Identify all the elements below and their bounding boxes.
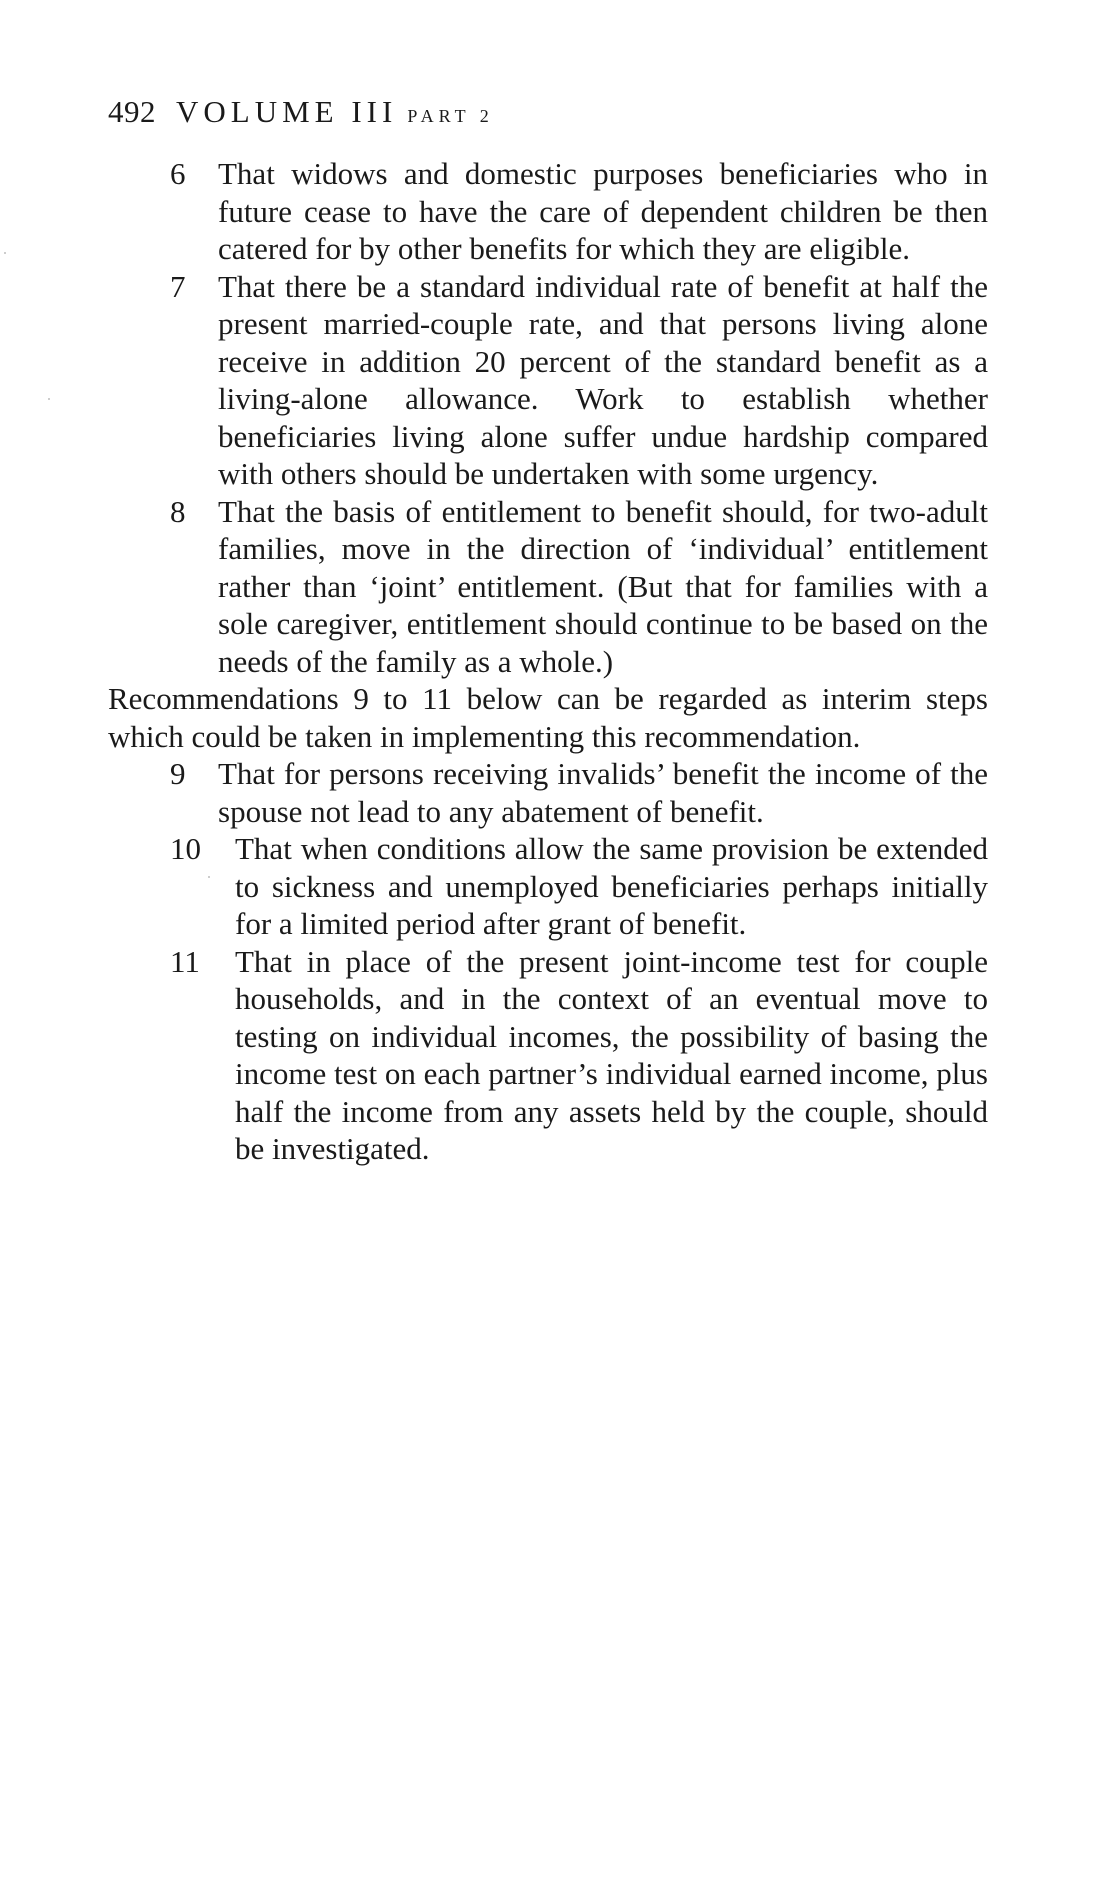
recommendation-number: 10 [170,831,201,866]
page-number: 492 [108,94,156,129]
recommendation-text: That for persons receiving invalids’ benefit the income of the spouse not lead to any abatement of benefit. [218,756,988,829]
volume-label: VOLUME III [176,94,398,129]
recommendation-text: That in place of the present joint-income test for couple households, and in the context of an eventual move to testing on individual incomes, the possibility of basing the income test on each partner’s individual earned income, plus half the income from any assets held by the couple, should be investigated. [235,943,988,1166]
recommendation-item [108,830,988,943]
recommendation-text: That widows and domestic purposes beneficiaries who in future cease to have the care of dependent children be then catered for by other benefits for which they are eligible. [218,156,988,266]
recommendation-number: 8 [170,493,186,529]
body-text [108,155,988,1168]
recommendation-number: 6 [170,156,186,191]
part-label: PART 2 [407,106,494,126]
recommendation-item [108,943,988,1168]
margin-mark [4,252,6,254]
recommendation-number: 9 [170,756,186,791]
recommendation-item [108,268,988,493]
recommendation-text: That there be a standard individual rate of benefit at half the present married-couple rate, and that persons living alone receive in addition 20 percent of the standard benefit as a living-alone allowance. Work to establish whether beneficiaries living alone suffer undue hardship compared with others should be undertaken with some urgency. [218,268,988,491]
recommendation-item [108,155,988,268]
recommendation-text: That when conditions allow the same provision be extended to sickness and unemployed beneficiaries perhaps initially for a limited period after grant of benefit. [235,831,988,941]
recommendation-number: 7 [170,268,186,304]
margin-mark [48,398,50,400]
recommendation-text: That the basis of entitlement to benefit should, for two-adult families, move in the direction of ‘individual’ entitlement rather than ‘joint’ entitlement. (But that for families with a sole caregiver, entitlement should continue to be based on the needs of the family as a whole.) [218,493,988,679]
recommendation-item [108,755,988,830]
recommendation-number: 11 [170,943,200,979]
interim-note: Recommendations 9 to 11 below can be regarded as interim steps which could be taken in implementing this recommendation. [108,681,988,754]
recommendation-item [108,493,988,681]
running-head [108,92,494,136]
